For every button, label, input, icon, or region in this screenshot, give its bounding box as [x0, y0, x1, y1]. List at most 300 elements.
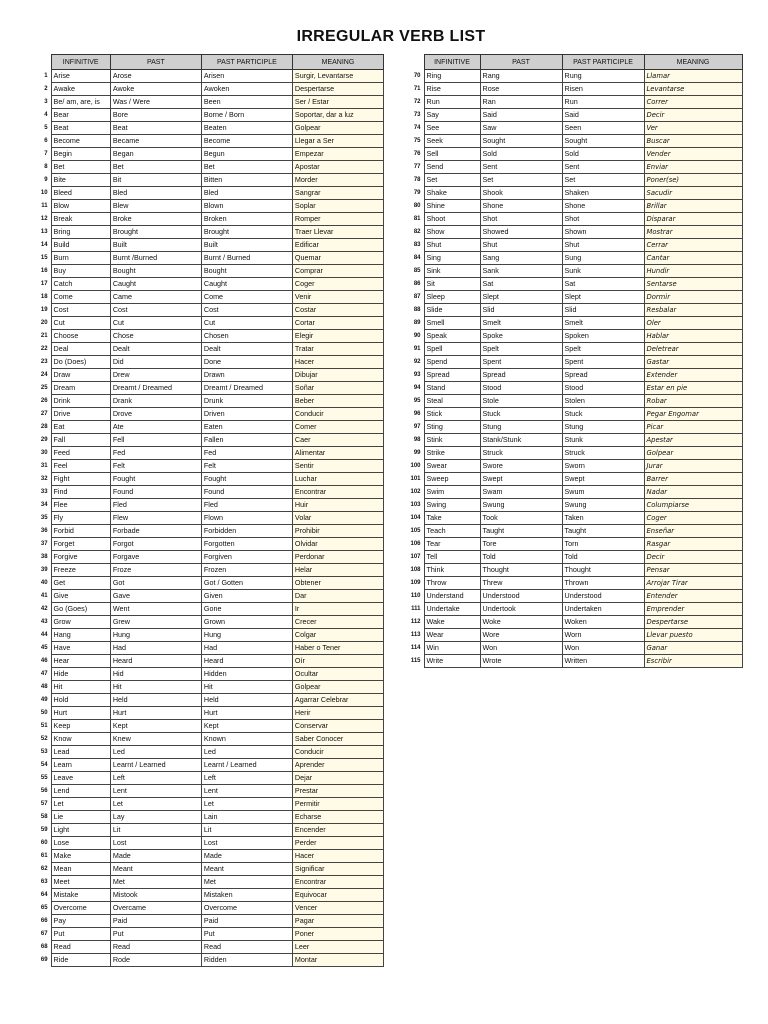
meaning-cell: Vencer	[292, 902, 383, 915]
table-row	[32, 369, 384, 382]
row-number: 29	[40, 437, 48, 443]
past-cell: Awoke	[110, 83, 201, 96]
past-participle-cell: Lent	[201, 785, 292, 798]
column-header-infinitive: INFINITIVE	[51, 55, 110, 70]
meaning-cell: Traer Llevar	[292, 226, 383, 239]
infinitive-cell: Overcome	[51, 902, 110, 915]
past-participle-cell: Forgiven	[201, 551, 292, 564]
table-row	[32, 928, 384, 941]
past-participle-cell: Undertaken	[562, 603, 644, 616]
row-number: 105	[410, 528, 421, 534]
past-cell: Did	[110, 356, 201, 369]
past-participle-cell: Told	[562, 551, 644, 564]
past-participle-cell: Come	[201, 291, 292, 304]
infinitive-cell: Meet	[51, 876, 110, 889]
meaning-cell: Ver	[644, 122, 742, 135]
meaning-cell: Brillar	[644, 200, 742, 213]
meaning-cell: Picar	[644, 421, 742, 434]
past-cell: Came	[110, 291, 201, 304]
past-participle-cell: Stolen	[562, 395, 644, 408]
infinitive-cell: Do (Does)	[51, 356, 110, 369]
past-participle-cell: Understood	[562, 590, 644, 603]
table-row	[32, 330, 384, 343]
past-participle-cell: Worn	[562, 629, 644, 642]
row-number: 32	[40, 476, 48, 482]
row-number: 81	[413, 216, 421, 222]
infinitive-cell: Freeze	[51, 564, 110, 577]
past-cell: Drew	[110, 369, 201, 382]
row-number: 7	[44, 151, 48, 157]
past-participle-cell: Cost	[201, 304, 292, 317]
past-participle-cell: Brought	[201, 226, 292, 239]
past-cell: Burnt /Burned	[110, 252, 201, 265]
table-row	[32, 941, 384, 954]
meaning-cell: Sangrar	[292, 187, 383, 200]
meaning-cell: Apostar	[292, 161, 383, 174]
past-cell: Forgot	[110, 538, 201, 551]
infinitive-cell: Bite	[51, 174, 110, 187]
infinitive-cell: Smell	[424, 317, 480, 330]
past-cell: Saw	[480, 122, 562, 135]
past-participle-cell: Slept	[562, 291, 644, 304]
table-row	[32, 681, 384, 694]
infinitive-cell: Tell	[424, 551, 480, 564]
meaning-cell: Huir	[292, 499, 383, 512]
infinitive-cell: Drive	[51, 408, 110, 421]
past-participle-cell: Slid	[562, 304, 644, 317]
infinitive-cell: Fall	[51, 434, 110, 447]
table-row	[406, 213, 742, 226]
infinitive-cell: Win	[424, 642, 480, 655]
infinitive-cell: Show	[424, 226, 480, 239]
table-row	[32, 499, 384, 512]
infinitive-cell: Cost	[51, 304, 110, 317]
table-row	[32, 408, 384, 421]
past-participle-cell: Taken	[562, 512, 644, 525]
meaning-cell: Surgir, Levantarse	[292, 70, 383, 83]
row-number: 12	[40, 216, 48, 222]
table-row	[32, 772, 384, 785]
row-number: 3	[44, 99, 48, 105]
meaning-cell: Oír	[292, 655, 383, 668]
past-cell: Learnt / Learned	[110, 759, 201, 772]
table-row	[406, 317, 742, 330]
past-participle-cell: Hit	[201, 681, 292, 694]
past-cell: Went	[110, 603, 201, 616]
past-cell: Brought	[110, 226, 201, 239]
past-cell: Drove	[110, 408, 201, 421]
meaning-cell: Enviar	[644, 161, 742, 174]
meaning-cell: Sacudir	[644, 187, 742, 200]
table-row	[406, 525, 742, 538]
table-header-row	[32, 55, 384, 70]
infinitive-cell: Take	[424, 512, 480, 525]
past-participle-cell: Woken	[562, 616, 644, 629]
past-participle-cell: Sworn	[562, 460, 644, 473]
past-participle-cell: Bet	[201, 161, 292, 174]
past-participle-cell: Thought	[562, 564, 644, 577]
infinitive-cell: Feel	[51, 460, 110, 473]
past-cell: Swept	[480, 473, 562, 486]
row-number: 114	[410, 645, 421, 651]
meaning-cell: Nadar	[644, 486, 742, 499]
infinitive-cell: Mean	[51, 863, 110, 876]
table-row	[32, 213, 384, 226]
infinitive-cell: Think	[424, 564, 480, 577]
past-participle-cell: Had	[201, 642, 292, 655]
infinitive-cell: Pay	[51, 915, 110, 928]
meaning-cell: Hundir	[644, 265, 742, 278]
past-participle-cell: Beaten	[201, 122, 292, 135]
table-row	[32, 603, 384, 616]
row-number: 96	[413, 411, 421, 417]
past-participle-cell: Shaken	[562, 187, 644, 200]
row-number: 78	[413, 177, 421, 183]
past-cell: Sank	[480, 265, 562, 278]
row-number: 74	[413, 125, 421, 131]
column-header-past: PAST	[110, 55, 201, 70]
past-cell: Met	[110, 876, 201, 889]
meaning-cell: Sentarse	[644, 278, 742, 291]
past-cell: Sought	[480, 135, 562, 148]
table-body-right	[406, 70, 742, 668]
past-participle-cell: Awoken	[201, 83, 292, 96]
column-header-past-participle: PAST PARTICIPLE	[562, 55, 644, 70]
meaning-cell: Morder	[292, 174, 383, 187]
table-row	[406, 486, 742, 499]
table-row	[32, 720, 384, 733]
column-header-meaning: MEANING	[292, 55, 383, 70]
row-number: 92	[413, 359, 421, 365]
table-row	[406, 356, 742, 369]
table-row	[406, 109, 742, 122]
past-participle-cell: Lit	[201, 824, 292, 837]
infinitive-cell: Sit	[424, 278, 480, 291]
past-participle-cell: Known	[201, 733, 292, 746]
past-cell: Held	[110, 694, 201, 707]
past-cell: Stole	[480, 395, 562, 408]
table-row	[32, 824, 384, 837]
past-cell: Smelt	[480, 317, 562, 330]
table-row	[32, 785, 384, 798]
row-number: 1	[44, 73, 48, 79]
table-row	[32, 343, 384, 356]
row-number: 9	[44, 177, 48, 183]
meaning-cell: Aprender	[292, 759, 383, 772]
table-row	[406, 174, 742, 187]
infinitive-cell: Spread	[424, 369, 480, 382]
table-row	[406, 96, 742, 109]
past-cell: Drank	[110, 395, 201, 408]
table-row	[32, 200, 384, 213]
infinitive-cell: Flee	[51, 499, 110, 512]
infinitive-cell: Catch	[51, 278, 110, 291]
table-row	[406, 278, 742, 291]
past-participle-cell: Said	[562, 109, 644, 122]
infinitive-cell: Spell	[424, 343, 480, 356]
row-number: 21	[40, 333, 48, 339]
row-number: 57	[40, 801, 48, 807]
row-number: 56	[40, 788, 48, 794]
table-row	[406, 434, 742, 447]
infinitive-cell: Eat	[51, 421, 110, 434]
row-number: 11	[41, 203, 48, 209]
row-number: 95	[413, 398, 421, 404]
infinitive-cell: Lie	[51, 811, 110, 824]
past-participle-cell: Eaten	[201, 421, 292, 434]
table-row	[32, 655, 384, 668]
infinitive-cell: Read	[51, 941, 110, 954]
infinitive-cell: Sweep	[424, 473, 480, 486]
row-number: 49	[40, 697, 48, 703]
infinitive-cell: Become	[51, 135, 110, 148]
row-number: 28	[40, 424, 48, 430]
past-participle-cell: Struck	[562, 447, 644, 460]
past-participle-cell: Lost	[201, 837, 292, 850]
past-cell: Lent	[110, 785, 201, 798]
past-participle-cell: Spread	[562, 369, 644, 382]
meaning-cell: Hablar	[644, 330, 742, 343]
past-cell: Heard	[110, 655, 201, 668]
past-participle-cell: Swung	[562, 499, 644, 512]
table-row	[32, 538, 384, 551]
row-number: 60	[40, 840, 48, 846]
row-number: 58	[40, 814, 48, 820]
meaning-cell: Soñar	[292, 382, 383, 395]
past-participle-cell: Set	[562, 174, 644, 187]
infinitive-cell: Run	[424, 96, 480, 109]
meaning-cell: Tratar	[292, 343, 383, 356]
meaning-cell: Obtener	[292, 577, 383, 590]
past-participle-cell: Heard	[201, 655, 292, 668]
past-cell: Understood	[480, 590, 562, 603]
meaning-cell: Poner(se)	[644, 174, 742, 187]
meaning-cell: Mostrar	[644, 226, 742, 239]
past-participle-cell: Blown	[201, 200, 292, 213]
table-row	[32, 239, 384, 252]
past-cell: Stank/Stunk	[480, 434, 562, 447]
row-number: 23	[40, 359, 48, 365]
meaning-cell: Soportar, dar a luz	[292, 109, 383, 122]
infinitive-cell: Forget	[51, 538, 110, 551]
row-number: 5	[44, 125, 48, 131]
infinitive-cell: Awake	[51, 83, 110, 96]
infinitive-cell: Lead	[51, 746, 110, 759]
meaning-cell: Gastar	[644, 356, 742, 369]
table-row	[406, 603, 742, 616]
column-header-infinitive: INFINITIVE	[424, 55, 480, 70]
meaning-cell: Emprender	[644, 603, 742, 616]
row-number: 87	[413, 294, 421, 300]
table-row	[32, 850, 384, 863]
column-header-past: PAST	[480, 55, 562, 70]
verb-table-left	[32, 54, 384, 967]
past-cell: Hung	[110, 629, 201, 642]
infinitive-cell: Send	[424, 161, 480, 174]
row-number: 84	[413, 255, 421, 261]
past-cell: Caught	[110, 278, 201, 291]
infinitive-cell: See	[424, 122, 480, 135]
infinitive-cell: Fly	[51, 512, 110, 525]
table-row	[406, 252, 742, 265]
row-number: 111	[411, 606, 421, 612]
table-row	[32, 707, 384, 720]
past-cell: Swung	[480, 499, 562, 512]
meaning-cell: Pensar	[644, 564, 742, 577]
past-cell: Cut	[110, 317, 201, 330]
past-cell: Made	[110, 850, 201, 863]
row-number: 97	[413, 424, 421, 430]
past-cell: Began	[110, 148, 201, 161]
past-participle-cell: Stood	[562, 382, 644, 395]
meaning-cell: Elegir	[292, 330, 383, 343]
past-cell: Told	[480, 551, 562, 564]
infinitive-cell: Cut	[51, 317, 110, 330]
row-number: 112	[410, 619, 421, 625]
meaning-cell: Prohibir	[292, 525, 383, 538]
table-row	[32, 83, 384, 96]
past-cell: Bore	[110, 109, 201, 122]
row-number: 13	[40, 229, 48, 235]
past-participle-cell: Forgotten	[201, 538, 292, 551]
table-row	[32, 733, 384, 746]
infinitive-cell: Strike	[424, 447, 480, 460]
past-cell: Became	[110, 135, 201, 148]
past-participle-cell: Overcome	[201, 902, 292, 915]
past-cell: Threw	[480, 577, 562, 590]
row-number: 72	[413, 99, 421, 105]
table-row	[32, 902, 384, 915]
row-number: 55	[40, 775, 48, 781]
infinitive-cell: Hear	[51, 655, 110, 668]
table-row	[32, 954, 384, 967]
past-participle-cell: Drawn	[201, 369, 292, 382]
meaning-cell: Golpear	[644, 447, 742, 460]
meaning-cell: Barrer	[644, 473, 742, 486]
past-participle-cell: Flown	[201, 512, 292, 525]
infinitive-cell: Understand	[424, 590, 480, 603]
infinitive-cell: Stink	[424, 434, 480, 447]
row-number: 63	[40, 879, 48, 885]
table-row	[32, 109, 384, 122]
past-cell: Wrote	[480, 655, 562, 668]
meaning-cell: Beber	[292, 395, 383, 408]
past-participle-cell: Sunk	[562, 265, 644, 278]
infinitive-cell: Shine	[424, 200, 480, 213]
row-number: 91	[413, 346, 421, 352]
infinitive-cell: Forbid	[51, 525, 110, 538]
meaning-cell: Venir	[292, 291, 383, 304]
meaning-cell: Despertarse	[292, 83, 383, 96]
row-number: 115	[410, 658, 421, 664]
row-number: 79	[413, 190, 421, 196]
row-number: 30	[40, 450, 48, 456]
row-number: 19	[40, 307, 48, 313]
table-row	[406, 369, 742, 382]
row-number: 76	[413, 151, 421, 157]
infinitive-cell: Speak	[424, 330, 480, 343]
meaning-cell: Pegar Engomar	[644, 408, 742, 421]
past-participle-cell: Paid	[201, 915, 292, 928]
row-number: 40	[40, 580, 48, 586]
row-number: 104	[410, 515, 421, 521]
table-row	[32, 811, 384, 824]
table-row	[32, 291, 384, 304]
past-participle-cell: Won	[562, 642, 644, 655]
past-participle-cell: Mistaken	[201, 889, 292, 902]
infinitive-cell: Sting	[424, 421, 480, 434]
meaning-cell: Alimentar	[292, 447, 383, 460]
table-row	[406, 395, 742, 408]
past-cell: Sold	[480, 148, 562, 161]
past-participle-cell: Torn	[562, 538, 644, 551]
infinitive-cell: Mistake	[51, 889, 110, 902]
table-row	[406, 135, 742, 148]
row-number: 80	[413, 203, 421, 209]
past-cell: Shook	[480, 187, 562, 200]
meaning-cell: Disparar	[644, 213, 742, 226]
table-row	[406, 83, 742, 96]
infinitive-cell: Keep	[51, 720, 110, 733]
meaning-cell: Encontrar	[292, 486, 383, 499]
table-row	[406, 304, 742, 317]
table-row	[406, 473, 742, 486]
infinitive-cell: Bear	[51, 109, 110, 122]
meaning-cell: Costar	[292, 304, 383, 317]
row-number: 41	[40, 593, 48, 599]
row-number: 27	[40, 411, 48, 417]
infinitive-cell: Blow	[51, 200, 110, 213]
infinitive-cell: Hurt	[51, 707, 110, 720]
past-participle-cell: Sat	[562, 278, 644, 291]
row-number: 50	[40, 710, 48, 716]
meaning-cell: Jurar	[644, 460, 742, 473]
past-participle-cell: Bought	[201, 265, 292, 278]
table-row	[32, 382, 384, 395]
infinitive-cell: Light	[51, 824, 110, 837]
table-row	[32, 473, 384, 486]
past-participle-cell: Spoken	[562, 330, 644, 343]
meaning-cell: Colgar	[292, 629, 383, 642]
table-row	[32, 70, 384, 83]
past-participle-cell: Sent	[562, 161, 644, 174]
past-participle-cell: Thrown	[562, 577, 644, 590]
past-participle-cell: Shone	[562, 200, 644, 213]
past-cell: Put	[110, 928, 201, 941]
past-participle-cell: Lain	[201, 811, 292, 824]
infinitive-cell: Leave	[51, 772, 110, 785]
past-cell: Was / Were	[110, 96, 201, 109]
meaning-cell: Romper	[292, 213, 383, 226]
past-cell: Meant	[110, 863, 201, 876]
meaning-cell: Correr	[644, 96, 742, 109]
infinitive-cell: Know	[51, 733, 110, 746]
row-number: 45	[40, 645, 48, 651]
row-number: 69	[40, 957, 48, 963]
table-row	[406, 382, 742, 395]
infinitive-cell: Beat	[51, 122, 110, 135]
table-body-left	[32, 70, 384, 967]
meaning-cell: Montar	[292, 954, 383, 967]
meaning-cell: Apestar	[644, 434, 742, 447]
past-cell: Broke	[110, 213, 201, 226]
infinitive-cell: Slide	[424, 304, 480, 317]
past-participle-cell: Ridden	[201, 954, 292, 967]
table-row	[406, 200, 742, 213]
meaning-cell: Equivocar	[292, 889, 383, 902]
past-participle-cell: Read	[201, 941, 292, 954]
infinitive-cell: Draw	[51, 369, 110, 382]
